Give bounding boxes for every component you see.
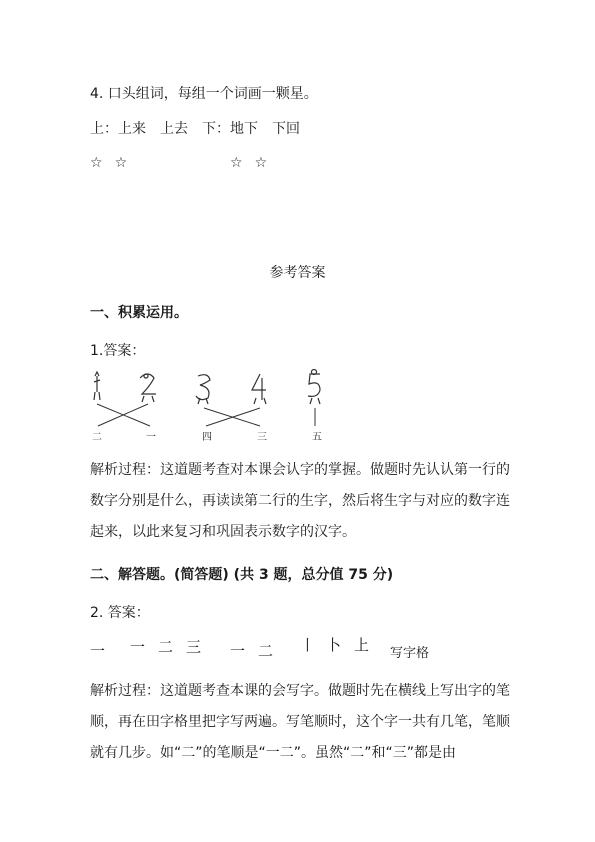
number-label: 四 (202, 432, 212, 443)
stroke-char: 丨 (300, 636, 316, 654)
stars-left (90, 155, 139, 171)
stroke-caption: 写字格 (390, 646, 430, 661)
figure-number-5-icon (308, 370, 320, 405)
section-1-explanation: 解析过程：这道题考查对本课会认字的掌握。做题时先认认第一行的数字分别是什么，再读读第二行的生字，然后将生字与对应的数字连起来，以此来复习和巩固表示数字的汉字。 (90, 462, 510, 540)
question-4-title: 4. 口头组词，每组一个词画一颗星。 (90, 86, 318, 102)
star-icon: ☆ (90, 155, 103, 171)
star-icon: ☆ (114, 155, 128, 171)
number-label: 五 (312, 432, 322, 443)
stroke-char: 上 (354, 636, 370, 654)
number-label: 一 (146, 432, 156, 443)
item-1-label: 1.答案： (90, 343, 146, 359)
figure-number-4-icon (252, 374, 266, 404)
stroke-char: 二 (158, 638, 174, 656)
star-icon: ☆ (254, 155, 268, 171)
section-2-heading: 二、解答题。(简答题) (共 3 题，总分值 75 分) (90, 567, 394, 583)
figure-number-2-icon (140, 374, 156, 402)
matching-lines (97, 404, 315, 426)
section-2-explanation: 解析过程：这道题考查本课的会写字。做题时先在横线上写出字的笔顺，再在田字格里把字写两遍。写笔顺时，这个字一共有几笔，笔顺就有几步。如“二”的笔顺是“一二”。虽然“二”和“三”都是由 (90, 683, 510, 761)
stroke-char: 一 (90, 642, 106, 660)
figure-number-3-icon (196, 375, 210, 404)
answer-heading: 参考答案 (269, 265, 326, 281)
stroke-char: 卜 (326, 636, 342, 654)
section-1-heading: 一、积累运用。 (90, 305, 188, 321)
stars-right (230, 155, 279, 171)
star-icon: ☆ (230, 155, 243, 171)
stroke-char: 二 (258, 642, 274, 660)
number-label: 二 (92, 432, 102, 443)
stroke-char: 一 (130, 638, 146, 656)
stroke-char: 三 (186, 638, 202, 656)
question-4-words: 上：上来 上去 下：地下 下回 (90, 121, 300, 137)
stroke-char: 一 (230, 642, 246, 660)
number-label: 三 (257, 432, 267, 443)
figure-number-1-icon (94, 372, 100, 400)
item-2-label: 2. 答案： (90, 605, 150, 621)
